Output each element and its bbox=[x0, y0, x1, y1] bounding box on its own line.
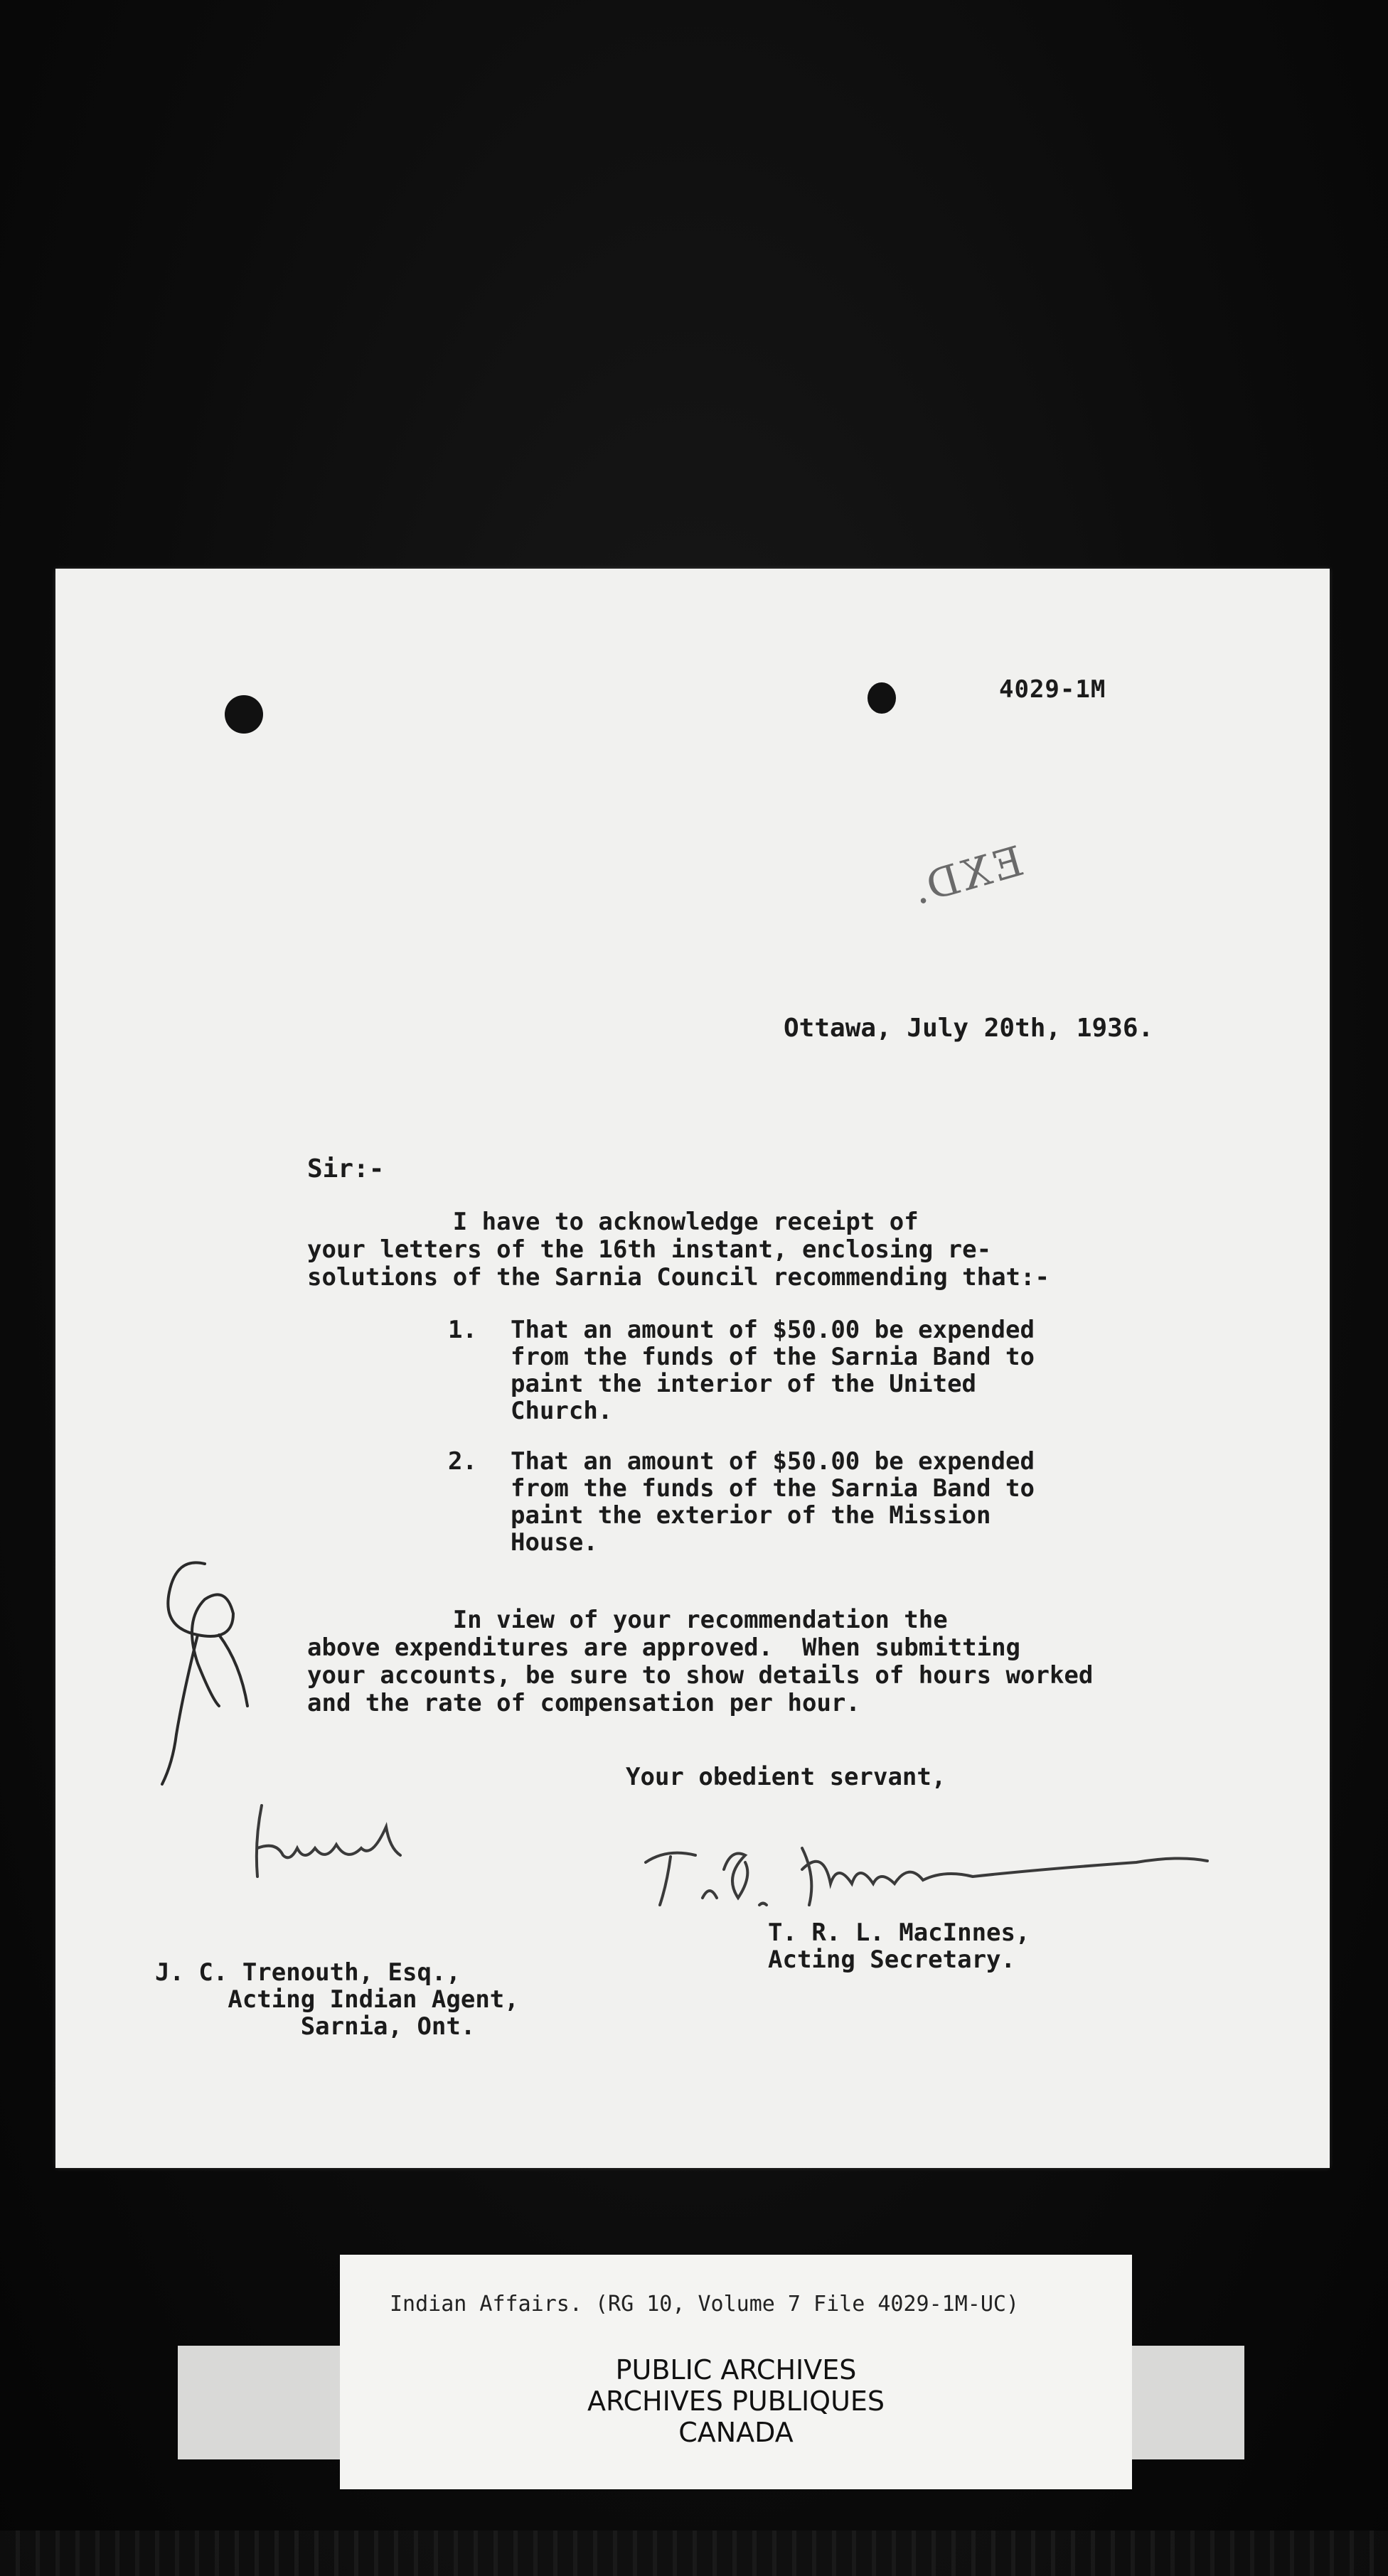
punch-hole-left bbox=[225, 695, 263, 734]
film-edge bbox=[0, 2531, 1388, 2576]
salutation: Sir:- bbox=[307, 1154, 385, 1184]
sender-block: T. R. L. MacInnes, Acting Secretary. bbox=[768, 1918, 1030, 1974]
letter-page bbox=[55, 569, 1330, 2168]
item-text: That an amount of $50.00 be expended from the funds of the Sarnia Band to paint the exterior of the Mission House. bbox=[511, 1447, 1035, 1557]
addressee-block: J. C. Trenouth, Esq., Acting Indian Agent, Sarnia, Ont. bbox=[155, 1958, 519, 2041]
sender-signature bbox=[639, 1820, 1264, 1926]
archive-title-line: ARCHIVES PUBLIQUES bbox=[587, 2386, 885, 2417]
closing-paragraph: In view of your recommendation the above expenditures are approved. When submitting your accounts, be sure to show details of hours worked and the rate of compensation per hour. bbox=[307, 1606, 1094, 1717]
file-reference: 4029-1M bbox=[999, 675, 1106, 704]
margin-initials bbox=[155, 1550, 269, 1791]
archive-reference: Indian Affairs. (RG 10, Volume 7 File 4029-1M-UC) bbox=[390, 2292, 1020, 2317]
dateline: Ottawa, July 20th, 1936. bbox=[784, 1014, 1154, 1043]
initials-signature bbox=[247, 1798, 432, 1884]
received-stamp: EXD. bbox=[904, 836, 1029, 916]
label-tab-left bbox=[178, 2346, 348, 2459]
punch-hole-right bbox=[868, 682, 896, 714]
numbered-item bbox=[448, 1316, 1035, 1425]
complimentary-close: Your obedient servant, bbox=[626, 1763, 946, 1791]
item-number: 1. bbox=[448, 1316, 477, 1344]
archive-title-line: CANADA bbox=[678, 2417, 794, 2448]
archive-title-line: PUBLIC ARCHIVES bbox=[615, 2354, 857, 2386]
opening-paragraph: I have to acknowledge receipt of your letters of the 16th instant, enclosing re- solutions of the Sarnia Council recommending that:- bbox=[307, 1208, 1050, 1292]
numbered-item bbox=[448, 1447, 1035, 1557]
archive-label bbox=[340, 2255, 1132, 2489]
item-text: That an amount of $50.00 be expended from the funds of the Sarnia Band to paint the interior of the United Church. bbox=[511, 1316, 1035, 1425]
item-number: 2. bbox=[448, 1447, 477, 1476]
archive-title bbox=[340, 2354, 1132, 2448]
